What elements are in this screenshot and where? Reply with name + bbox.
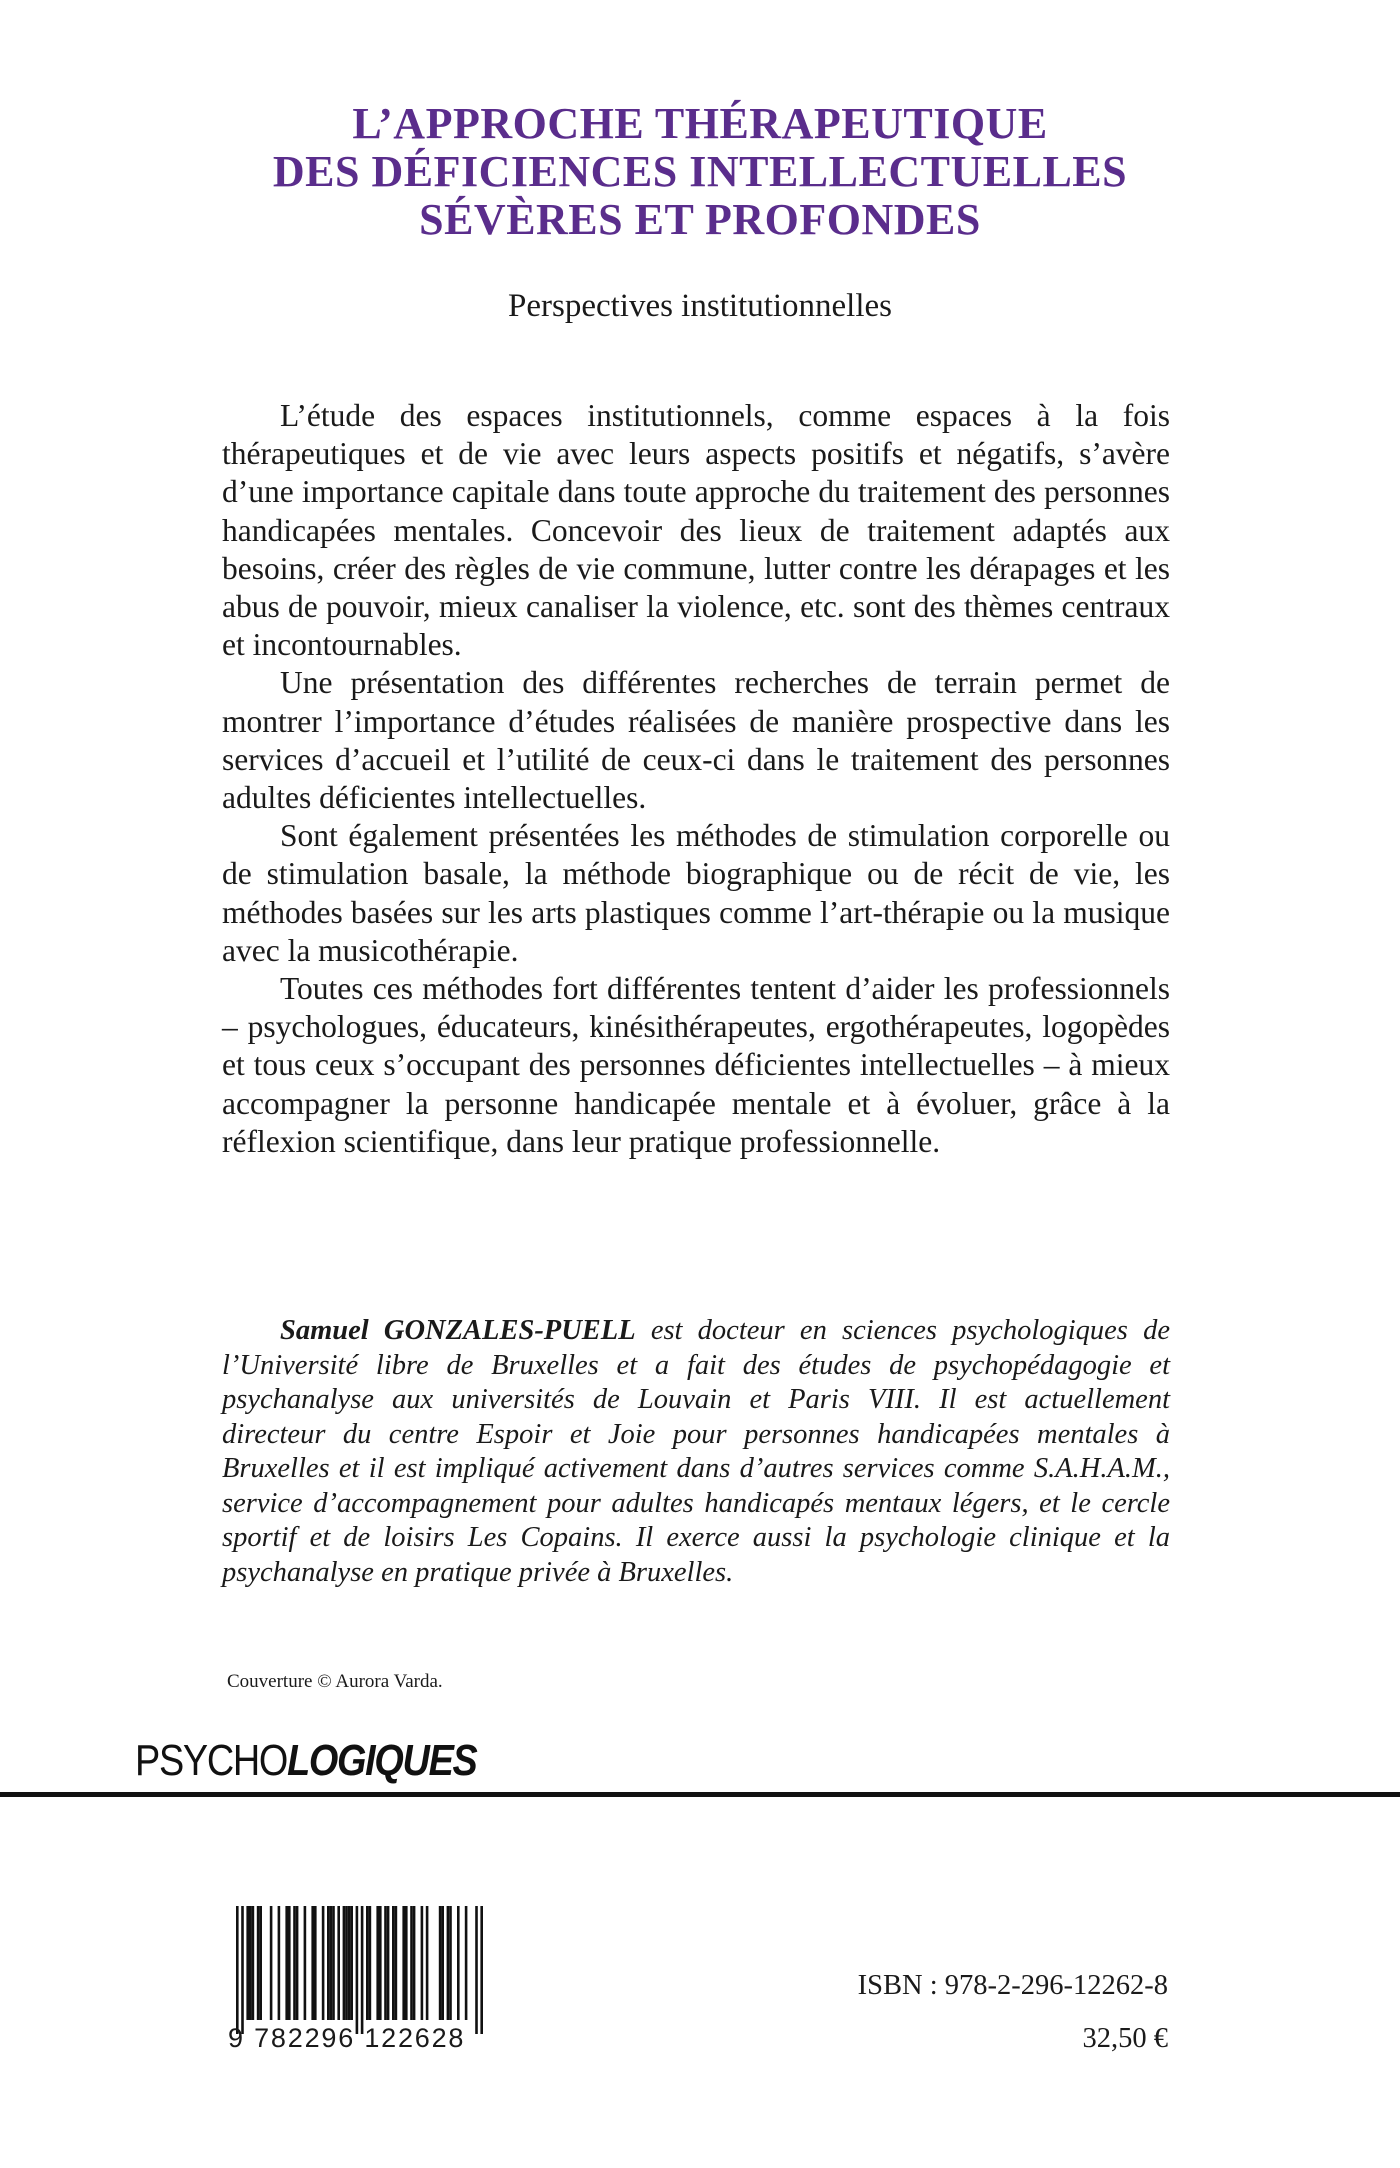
summary-text bbox=[222, 397, 1170, 1161]
barcode-bar bbox=[236, 1906, 239, 2034]
barcode-bar bbox=[465, 1906, 468, 2020]
divider-rule bbox=[0, 1792, 1400, 1797]
barcode-bar bbox=[449, 1906, 452, 2020]
barcode-bar bbox=[322, 1906, 325, 2020]
barcode-bar bbox=[356, 1906, 359, 2034]
barcode-bar bbox=[311, 1906, 314, 2020]
barcode-bar bbox=[327, 1906, 330, 2020]
author-name: Samuel GONZALES-PUELL bbox=[280, 1315, 636, 1346]
barcode-bar bbox=[413, 1906, 416, 2020]
price: 32,50 € bbox=[1082, 2023, 1168, 2054]
barcode-bar bbox=[314, 1906, 317, 2020]
barcode-bar bbox=[246, 1906, 249, 2020]
barcode-bar bbox=[241, 1906, 244, 2034]
barcode-bar bbox=[285, 1906, 288, 2020]
barcode-bar bbox=[345, 1906, 348, 2020]
barcode-bar bbox=[257, 1906, 260, 2020]
barcode-bar bbox=[387, 1906, 390, 2020]
barcode-bar bbox=[332, 1906, 335, 2020]
barcode-bar bbox=[366, 1906, 369, 2020]
barcode bbox=[228, 1906, 498, 2036]
barcode-bar bbox=[426, 1906, 429, 2020]
barcode-bar bbox=[410, 1906, 413, 2020]
barcode-bar bbox=[288, 1906, 291, 2020]
barcode-bar bbox=[278, 1906, 281, 2020]
barcode-bar bbox=[330, 1906, 333, 2020]
barcode-bar bbox=[405, 1906, 408, 2020]
author-bio-paragraph bbox=[222, 1314, 1170, 1590]
barcode-bar bbox=[376, 1906, 379, 2020]
barcode-bar bbox=[475, 1906, 478, 2034]
series-logo-regular: PSYCHO bbox=[135, 1736, 288, 1785]
barcode-bar bbox=[395, 1906, 398, 2020]
book-subtitle: Perspectives institutionnelles bbox=[507, 288, 893, 324]
barcode-digits: 9 782296 122628 bbox=[228, 2023, 466, 2053]
series-logo bbox=[135, 1733, 476, 1789]
author-bio bbox=[222, 1314, 1170, 1590]
isbn-number: ISBN : 978-2-296-12262-8 bbox=[857, 1970, 1168, 2001]
title-line-2: DES DÉFICIENCES INTELLECTUELLES bbox=[272, 147, 1128, 196]
barcode-bar bbox=[337, 1906, 340, 2020]
barcode-bar bbox=[379, 1906, 382, 2020]
summary-paragraph: Toutes ces méthodes fort différentes tentent d’aider les professionnels – psychologues, éducateurs, kinésithérapeutes, ergothérapeutes, logopèdes et tous ceux s’occupant des personnes déficientes intellectuelles – à mieux accompagner la personne handicapée mentale et à évoluer, grâce à la réflexion scientifique, dans leur pratique professionnelle. bbox=[222, 971, 1170, 1159]
barcode-bar bbox=[361, 1906, 364, 2034]
book-title bbox=[0, 100, 1400, 244]
barcode-bar bbox=[259, 1906, 262, 2020]
barcode-bar bbox=[402, 1906, 405, 2020]
barcode-bar bbox=[343, 1906, 346, 2020]
barcode-bar bbox=[293, 1906, 296, 2020]
barcode-bar bbox=[304, 1906, 307, 2020]
barcode-bar bbox=[480, 1906, 483, 2034]
barcode-bar bbox=[350, 1906, 353, 2020]
barcode-bar bbox=[369, 1906, 372, 2020]
barcode-bar bbox=[270, 1906, 273, 2020]
barcode-bar bbox=[439, 1906, 442, 2020]
summary-paragraph: Sont également présentées les méthodes de stimulation corporelle ou de stimulation basale, la méthode biographique ou de récit de vie, les méthodes basées sur les arts plastiques comme l’art-thérapie ou la musique avec la musicothérapie. bbox=[222, 818, 1170, 968]
barcode-bars bbox=[228, 1906, 498, 2036]
barcode-bar bbox=[392, 1906, 395, 2020]
barcode-bar bbox=[249, 1906, 252, 2020]
cover-credit: Couverture © Aurora Varda. bbox=[227, 1671, 443, 1692]
barcode-bar bbox=[457, 1906, 460, 2020]
summary-paragraph: L’étude des espaces institutionnels, comme espaces à la fois thérapeutiques et de vie avec leurs aspects positifs et négatifs, s’avère d’une importance capitale dans toute approche du traitement des personnes handicapées mentales. Concevoir des lieux de traitement adaptés aux besoins, créer des règles de vie commune, lutter contre les dérapages et les abus de pouvoir, mieux canaliser la violence, etc. sont des thèmes centraux et incontournables. bbox=[222, 398, 1170, 663]
barcode-bar bbox=[447, 1906, 450, 2020]
series-logo-bold: LOGIQUES bbox=[287, 1736, 477, 1785]
title-line-3: SÉVÈRES ET PROFONDES bbox=[419, 195, 981, 244]
barcode-bar bbox=[421, 1906, 424, 2020]
barcode-bar bbox=[296, 1906, 299, 2020]
summary-paragraph: Une présentation des différentes recherches de terrain permet de montrer l’importance d’études réalisées de manière prospective dans les services d’accueil et l’utilité de ceux-ci dans le traitement des personnes adultes déficientes intellectuelles. bbox=[222, 665, 1170, 816]
barcode-bar bbox=[348, 1906, 351, 2020]
barcode-bar bbox=[441, 1906, 444, 2020]
author-bio-text: est docteur en sciences psychologiques de l’Université libre de Bruxelles et a fait des études de psychopédagogie et psychanalyse aux universités de Louvain et Paris VIII. Il est actuellement directeur du centre Espoir et Joie pour personnes handicapées mentales à Bruxelles et il est impliqué activement dans d’autres services comme S.A.H.A.M., service d’accompagnement pour adultes handicapés mentaux légers, et le cercle sportif et de loisirs Les Copains. Il exerce aussi la psychologie clinique et la psychanalyse en pratique privée à Bruxelles. bbox=[222, 1315, 1170, 1588]
title-line-1: L’APPROCHE THÉRAPEUTIQUE bbox=[352, 99, 1048, 148]
barcode-bar bbox=[252, 1906, 255, 2020]
barcode-bar bbox=[384, 1906, 387, 2020]
